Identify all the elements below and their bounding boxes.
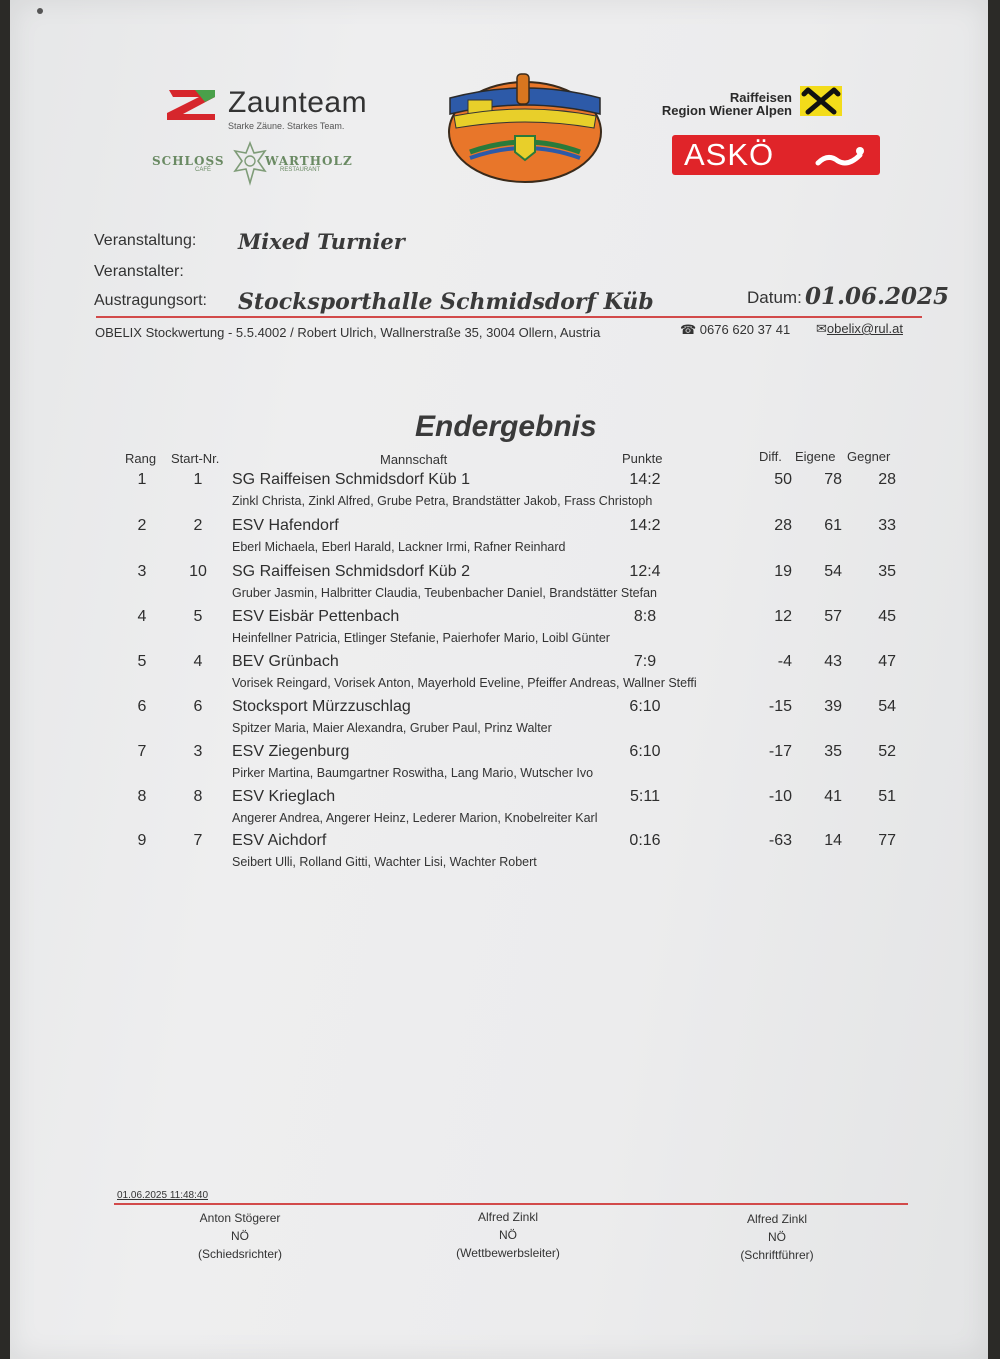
signature-role: (Wettbewerbsleiter)	[456, 1246, 560, 1260]
cell-diff: -4	[777, 653, 792, 670]
cell-diff: 28	[774, 517, 792, 534]
signature-region: NÖ	[231, 1229, 249, 1243]
cell-players: Heinfellner Patricia, Etlinger Stefanie, Paierhofer Mario, Loibl Günter	[232, 631, 610, 645]
cell-diff: -15	[768, 698, 792, 715]
table-row	[10, 471, 988, 517]
wartholz-name: WARTHOLZ	[265, 154, 353, 168]
cell-team: ESV Krieglach	[232, 788, 336, 805]
cell-punkte: 14:2	[629, 517, 661, 534]
cell-diff: 50	[774, 471, 792, 488]
veranstaltung-label: Veranstaltung:	[94, 232, 197, 249]
cell-team: SG Raiffeisen Schmidsdorf Küb 1	[232, 471, 471, 488]
cell-gegner: 45	[878, 608, 896, 625]
email	[816, 321, 903, 337]
cell-diff: -10	[768, 788, 792, 805]
cell-team: ESV Eisbär Pettenbach	[232, 608, 400, 625]
cell-rang: 2	[137, 517, 147, 534]
cell-punkte: 14:2	[629, 471, 661, 488]
cell-players: Vorisek Reingard, Vorisek Anton, Mayerhold Eveline, Pfeiffer Andreas, Wallner Steffi	[232, 676, 697, 690]
cell-players: Seibert Ulli, Rolland Gitti, Wachter Lisi, Wachter Robert	[232, 855, 537, 869]
cell-start: 3	[193, 743, 203, 760]
cell-gegner: 77	[878, 832, 896, 849]
col-header-start: Start-Nr.	[171, 451, 220, 466]
table-row	[10, 653, 988, 699]
cell-team: ESV Ziegenburg	[232, 743, 350, 760]
software-line: OBELIX Stockwertung - 5.5.4002 / Robert Ulrich, Wallnerstraße 35, 3004 Ollern, Austria	[95, 325, 601, 340]
cell-rang: 7	[137, 743, 147, 760]
cell-eigene: 43	[824, 653, 842, 670]
raiffeisen-line1: Raiffeisen	[729, 90, 792, 105]
cell-rang: 8	[137, 788, 147, 805]
raiffeisen-giebelkreuz-icon	[800, 86, 842, 116]
signature-schriftfuehrer	[677, 1210, 877, 1264]
cell-players: Gruber Jasmin, Halbritter Claudia, Teubenbacher Daniel, Brandstätter Stefan	[232, 586, 657, 600]
schloss-name: SCHLOSS	[152, 154, 225, 168]
datum-value: 01.06.2025	[805, 283, 950, 310]
signature-name: Alfred Zinkl	[477, 1210, 539, 1224]
zaunteam-tagline: Starke Zäune. Starkes Team.	[228, 121, 345, 131]
cell-start: 6	[193, 698, 203, 715]
cell-players: Pirker Martina, Baumgartner Roswitha, Lang Mario, Wutscher Ivo	[232, 766, 594, 780]
cell-rang: 4	[137, 608, 147, 625]
print-timestamp: 01.06.2025 11:48:40	[117, 1190, 209, 1201]
cell-eigene: 54	[824, 563, 842, 580]
cell-team: Stocksport Mürzzuschlag	[232, 698, 411, 715]
cell-rang: 1	[137, 471, 147, 488]
cell-gegner: 47	[878, 653, 896, 670]
raiffeisen-line2: Region Wiener Alpen	[661, 103, 792, 118]
cell-rang: 3	[137, 563, 147, 580]
footer-divider	[114, 1203, 908, 1205]
cell-punkte: 12:4	[629, 563, 661, 580]
cell-diff: -17	[768, 743, 792, 760]
datum-label: Datum:	[747, 288, 802, 307]
phone-number: ☎ 0676 620 37 41	[680, 322, 791, 337]
signature-name: Alfred Zinkl	[746, 1212, 808, 1226]
zaunteam-name: Zaunteam	[228, 86, 368, 119]
col-header-gegner: Gegner	[847, 449, 891, 464]
signature-name: Anton Stögerer	[199, 1211, 281, 1225]
cell-gegner: 35	[878, 563, 896, 580]
asko-swoosh-icon	[814, 145, 870, 169]
cell-gegner: 52	[878, 743, 896, 760]
cell-players: Spitzer Maria, Maier Alexandra, Gruber Paul, Prinz Walter	[232, 721, 552, 735]
sg-schmidsdorf-kueb-logo-icon	[440, 70, 610, 185]
cell-eigene: 39	[824, 698, 842, 715]
cell-eigene: 61	[824, 517, 842, 534]
cell-eigene: 35	[824, 743, 842, 760]
table-row	[10, 788, 988, 834]
cell-punkte: 8:8	[633, 608, 657, 625]
signature-wettbewerbsleiter	[408, 1208, 608, 1262]
cell-team: ESV Aichdorf	[232, 832, 327, 849]
cell-players: Zinkl Christa, Zinkl Alfred, Grube Petra, Brandstätter Jakob, Frass Christoph	[232, 494, 653, 508]
cell-eigene: 41	[824, 788, 842, 805]
cell-players: Angerer Andrea, Angerer Heinz, Lederer Marion, Knobelreiter Karl	[232, 811, 598, 825]
table-row	[10, 698, 988, 744]
cell-start: 10	[189, 563, 207, 580]
schloss-sub: CAFÉ	[195, 167, 212, 173]
col-header-rang: Rang	[125, 451, 157, 466]
cell-eigene: 78	[824, 471, 842, 488]
austragungsort-value: Stocksporthalle Schmidsdorf Küb	[238, 289, 654, 315]
cell-team: BEV Grünbach	[232, 653, 339, 670]
cell-rang: 9	[137, 832, 147, 849]
signature-role: (Schriftführer)	[740, 1248, 814, 1262]
cell-start: 1	[193, 471, 203, 488]
col-header-diff: Diff.	[759, 449, 782, 464]
col-header-punkte: Punkte	[622, 451, 663, 466]
cell-diff: -63	[768, 832, 792, 849]
result-sheet	[10, 0, 988, 1359]
cell-start: 2	[193, 517, 203, 534]
cell-rang: 6	[137, 698, 147, 715]
table-row	[10, 832, 988, 878]
cell-gegner: 54	[878, 698, 896, 715]
cell-punkte: 7:9	[633, 653, 657, 670]
cell-gegner: 28	[878, 471, 896, 488]
cell-punkte: 6:10	[629, 698, 661, 715]
pin-hole	[37, 8, 43, 14]
veranstaltung-value: Mixed Turnier	[238, 229, 405, 254]
table-row	[10, 608, 988, 654]
cell-players: Eberl Michaela, Eberl Harald, Lackner Irmi, Rafner Reinhard	[232, 540, 566, 554]
cell-punkte: 0:16	[629, 832, 661, 849]
signature-region: NÖ	[499, 1228, 517, 1242]
email-link[interactable]: obelix@rul.at	[826, 321, 903, 336]
cell-gegner: 51	[878, 788, 896, 805]
cell-gegner: 33	[878, 517, 896, 534]
cell-diff: 12	[774, 608, 792, 625]
header-divider	[96, 316, 922, 318]
signature-role: (Schiedsrichter)	[197, 1247, 283, 1261]
austragungsort-label: Austragungsort:	[94, 292, 207, 309]
veranstalter-label: Veranstalter:	[94, 263, 184, 280]
cell-start: 7	[193, 832, 203, 849]
table-row	[10, 563, 988, 609]
cell-team: SG Raiffeisen Schmidsdorf Küb 2	[232, 563, 471, 580]
cell-start: 4	[193, 653, 203, 670]
zaunteam-logo-icon	[165, 88, 219, 122]
cell-punkte: 6:10	[629, 743, 661, 760]
page-title: Endergebnis	[415, 410, 597, 443]
table-row	[10, 743, 988, 789]
col-header-mannschaft: Mannschaft	[380, 452, 448, 467]
cell-start: 5	[193, 608, 203, 625]
cell-rang: 5	[137, 653, 147, 670]
table-row	[10, 517, 988, 563]
cell-eigene: 14	[824, 832, 842, 849]
cell-diff: 19	[774, 563, 792, 580]
mail-icon: ✉	[816, 321, 827, 336]
signature-region: NÖ	[768, 1230, 786, 1244]
asko-name: ASKÖ	[684, 137, 775, 172]
cell-eigene: 57	[824, 608, 842, 625]
col-header-eigene: Eigene	[795, 449, 836, 464]
wartholz-sub: RESTAURANT	[280, 167, 321, 173]
signature-schiedsrichter	[140, 1209, 340, 1263]
cell-start: 8	[193, 788, 203, 805]
cell-team: ESV Hafendorf	[232, 517, 339, 534]
cell-punkte: 5:11	[630, 788, 660, 805]
